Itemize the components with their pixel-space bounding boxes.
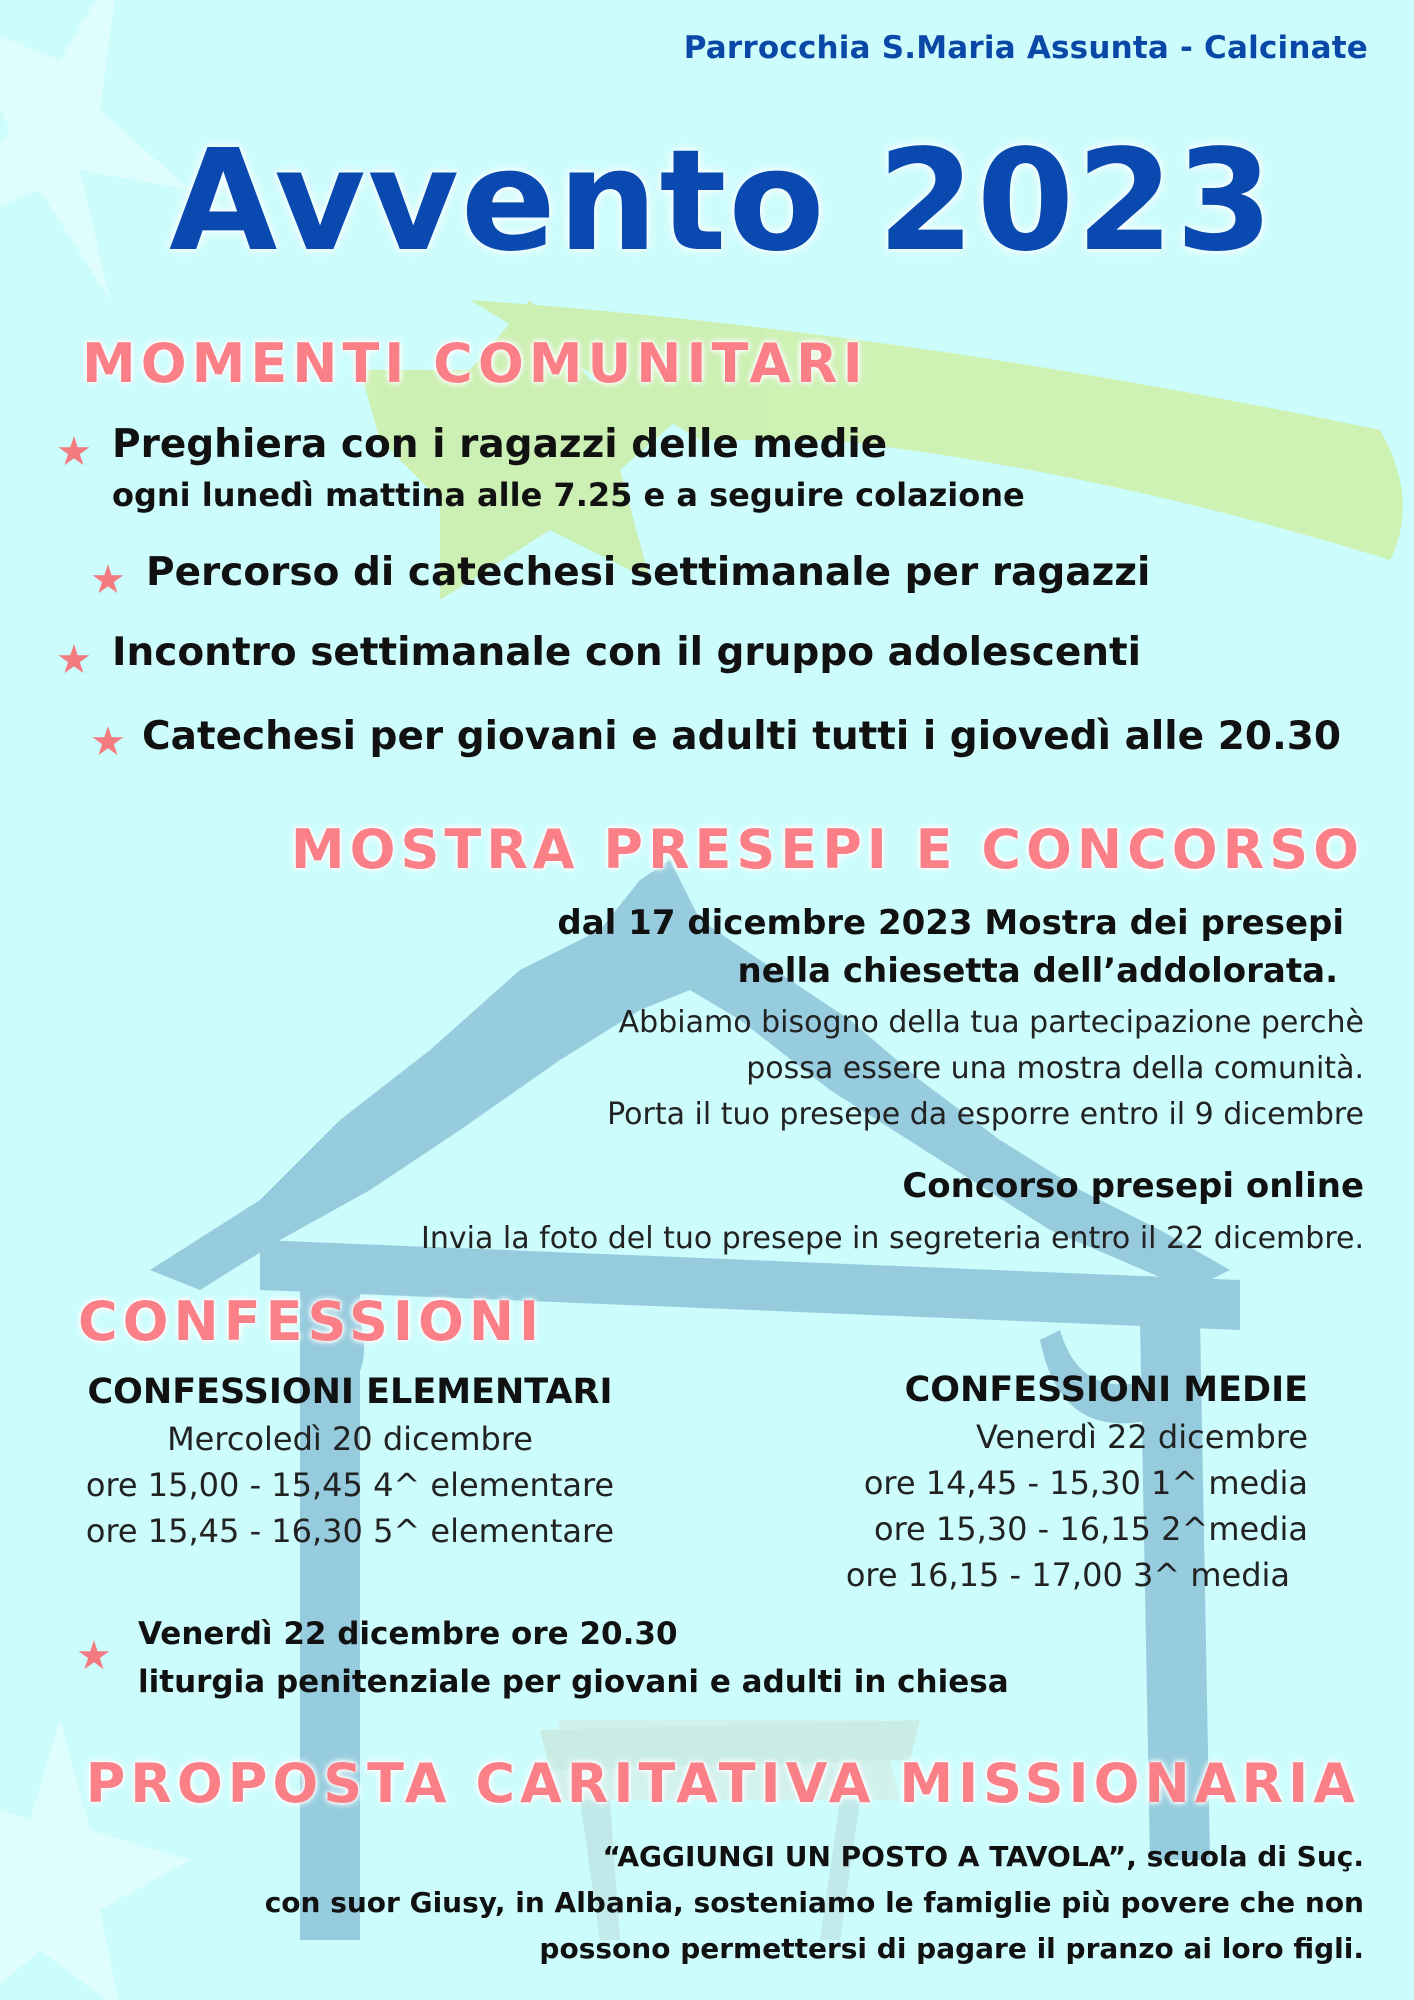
mostra-text-2: possa essere una mostra della comunità. bbox=[746, 1051, 1364, 1086]
list-item-catechesi-adulti: Catechesi per giovani e adulti tutti i giovedì alle 20.30 bbox=[142, 714, 1342, 759]
confessioni-elementari-heading: CONFESSIONI ELEMENTARI bbox=[87, 1372, 613, 1412]
star-bullet-icon: ★ bbox=[90, 719, 126, 765]
section-title-mostra: MOSTRA PRESEPI E CONCORSO bbox=[290, 818, 1364, 881]
mostra-location: nella chiesetta dell’addolorata. bbox=[737, 951, 1338, 991]
proposta-line-2: con suor Giusy, in Albania, sosteniamo le famiglie più povere che non bbox=[264, 1886, 1364, 1919]
confessioni-elementari-date: Mercoledì 20 dicembre bbox=[167, 1420, 533, 1458]
mostra-date: dal 17 dicembre 2023 Mostra dei presepi bbox=[557, 903, 1344, 943]
list-item-preghiera-detail: ogni lunedì mattina alle 7.25 e a seguire colazione bbox=[112, 476, 1025, 514]
confessioni-elementari bbox=[70, 1372, 630, 1554]
section-title-proposta: PROPOSTA CARITATIVA MISSIONARIA bbox=[85, 1752, 1360, 1815]
mostra-text-3: Porta il tuo presepe da esporre entro il 9 dicembre bbox=[607, 1097, 1364, 1132]
star-bullet-icon: ★ bbox=[56, 637, 92, 683]
parish-name: Parrocchia S.Maria Assunta - Calcinate bbox=[683, 30, 1368, 66]
confessioni-medie-slot: ore 14,45 - 15,30 1^ media bbox=[863, 1464, 1308, 1502]
list-item-preghiera: Preghiera con i ragazzi delle medie bbox=[112, 422, 888, 467]
mostra-text-1: Abbiamo bisogno della tua partecipazione perchè bbox=[618, 1005, 1364, 1040]
liturgia-description: liturgia penitenziale per giovani e adulti in chiesa bbox=[138, 1664, 1009, 1700]
concorso-text: Invia la foto del tuo presepe in segreteria entro il 22 dicembre. bbox=[421, 1221, 1364, 1256]
star-bullet-icon: ★ bbox=[76, 1633, 112, 1679]
confessioni-medie-heading: CONFESSIONI MEDIE bbox=[904, 1370, 1308, 1410]
star-bullet-icon: ★ bbox=[56, 429, 92, 475]
page-title: Avvento 2023 bbox=[169, 120, 1275, 283]
concorso-title: Concorso presepi online bbox=[902, 1166, 1364, 1206]
list-item-catechesi-ragazzi: Percorso di catechesi settimanale per ragazzi bbox=[146, 550, 1151, 595]
confessioni-medie-date: Venerdì 22 dicembre bbox=[975, 1418, 1308, 1456]
confessioni-medie bbox=[846, 1370, 1308, 1598]
proposta-line-3: possono permettersi di pagare il pranzo ai loro figli. bbox=[539, 1932, 1364, 1965]
section-title-confessioni: CONFESSIONI bbox=[78, 1290, 545, 1353]
list-item-adolescenti: Incontro settimanale con il gruppo adolescenti bbox=[112, 630, 1142, 675]
proposta-line-1: “AGGIUNGI UN POSTO A TAVOLA”, scuola di Suç. bbox=[602, 1840, 1364, 1873]
section-title-momenti: MOMENTI COMUNITARI bbox=[82, 332, 868, 395]
confessioni-elementari-slot: ore 15,00 - 15,45 4^ elementare bbox=[85, 1466, 615, 1504]
confessioni-elementari-slot: ore 15,45 - 16,30 5^ elementare bbox=[85, 1512, 615, 1550]
liturgia-date: Venerdì 22 dicembre ore 20.30 bbox=[138, 1616, 678, 1652]
confessioni-medie-slot: ore 16,15 - 17,00 3^ media bbox=[845, 1556, 1290, 1594]
star-bullet-icon: ★ bbox=[90, 557, 126, 603]
confessioni-medie-slot: ore 15,30 - 16,15 2^media bbox=[873, 1510, 1308, 1548]
